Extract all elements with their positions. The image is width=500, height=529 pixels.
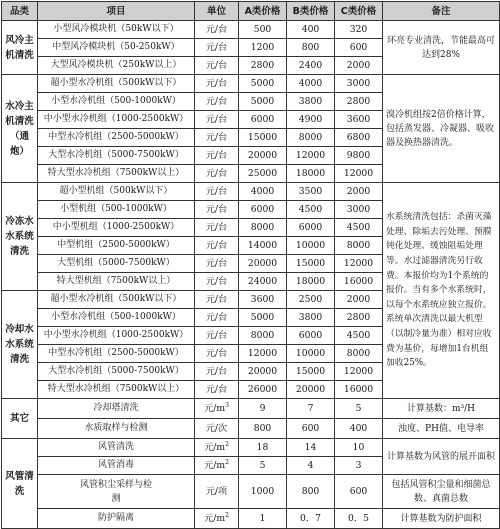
header-item: 项目 <box>38 2 195 21</box>
header-row <box>2 2 500 21</box>
price-c-cell: 3000 <box>335 201 383 219</box>
price-b-cell: 20000 <box>287 381 335 399</box>
item-cell: 风管积尘采样与检测 <box>38 475 195 509</box>
unit-cell: 元/台 <box>195 201 239 219</box>
price-a-cell: 5 <box>239 457 287 475</box>
unit-cell: 元/台 <box>195 273 239 291</box>
price-b-cell: 600 <box>287 419 335 439</box>
unit-cell: 元$/m^2$ <box>195 439 239 457</box>
price-b-cell: 4 <box>287 457 335 475</box>
price-b-cell: 6000 <box>287 219 335 237</box>
unit-cell: 元/台 <box>195 291 239 309</box>
item-cell: 中小型水冷机组（1000-2500kW） <box>38 111 195 129</box>
price-b-cell: 15000 <box>287 363 335 381</box>
price-b-cell: 8000 <box>287 129 335 147</box>
price-c-cell: 10 <box>335 439 383 457</box>
price-b-cell: 400 <box>287 21 335 39</box>
price-a-cell: 8000 <box>239 219 287 237</box>
price-a-cell: 2800 <box>239 57 287 75</box>
price-c-cell: 2000 <box>335 183 383 201</box>
price-a-cell: 5000 <box>239 309 287 327</box>
category-duct: 风管清洗 <box>2 439 38 529</box>
item-cell: 大型机组（5000-7500kW） <box>38 255 195 273</box>
item-cell: 风管消毒 <box>38 457 195 475</box>
unit-cell: 元/台 <box>195 147 239 165</box>
price-b-cell: 2500 <box>287 291 335 309</box>
note-water-system: 水系统清洗包括：杀菌灭藻处理、除垢去污处理、预膜钝化处理、缓蚀阻垢处理等。水过滤器清洗另行收费。本报价均为1个系统的报价。当有多个水系统时，以每个水系统应独立报价。系统单次清洗以最大机型（以制冷量为准）相对应收费为基价，每增加1台机组加收25%。 <box>383 183 500 399</box>
unit-cell: 元/台 <box>195 219 239 237</box>
unit-cell: 元$/m^2$ <box>195 457 239 475</box>
price-a-cell: 18 <box>239 439 287 457</box>
price-b-cell: 800 <box>287 39 335 57</box>
table-row <box>2 439 500 457</box>
price-b-cell: 6000 <box>287 327 335 345</box>
price-c-cell: 4500 <box>335 327 383 345</box>
unit-cell: 元/台 <box>195 21 239 39</box>
price-c-cell: 3000 <box>335 75 383 93</box>
price-c-cell: 16000 <box>335 273 383 291</box>
item-cell: 风管清洗 <box>38 439 195 457</box>
price-a-cell: 24000 <box>239 273 287 291</box>
item-cell: 大型风冷模块机（250kW以上） <box>38 57 195 75</box>
unit-cell: 元/台 <box>195 381 239 399</box>
category-cooling: 冷却水水系统清洗 <box>2 291 38 399</box>
price-a-cell: 25000 <box>239 165 287 183</box>
table-row <box>2 475 500 509</box>
item-cell: 中小型水冷机组（1000-2500kW） <box>38 327 195 345</box>
price-a-cell: 500 <box>239 21 287 39</box>
item-cell: 小型机组（500-1000kW） <box>38 201 195 219</box>
price-b-cell: 12000 <box>287 147 335 165</box>
item-cell: 小型水冷机组（500-1000kW） <box>38 93 195 111</box>
unit-cell: 元/台 <box>195 237 239 255</box>
price-a-cell: 6000 <box>239 111 287 129</box>
price-c-cell: 2000 <box>335 291 383 309</box>
item-cell: 中小型机组（1000-2500kW） <box>38 219 195 237</box>
price-c-cell: 600 <box>335 39 383 57</box>
price-b-cell: 2400 <box>287 57 335 75</box>
item-cell: 冷却塔清洗 <box>38 399 195 419</box>
unit-cell: 元/台 <box>195 129 239 147</box>
item-cell: 小型风冷模块机（50kW以下） <box>38 21 195 39</box>
price-c-cell: 6800 <box>335 129 383 147</box>
item-cell: 中型机组（2500-5000kW） <box>38 237 195 255</box>
price-b-cell: 10000 <box>287 345 335 363</box>
note-duct-area: 计算基数为风管的展开面积 <box>383 439 500 475</box>
price-a-cell: 1 <box>239 509 287 529</box>
price-c-cell: 2000 <box>335 57 383 75</box>
price-b-cell: 7 <box>287 399 335 419</box>
category-other: 其它 <box>2 399 38 439</box>
price-c-cell: 12000 <box>335 165 383 183</box>
note-wind: 环亮专业清洗，节能最高可达到28% <box>383 21 500 75</box>
price-a-cell: 20000 <box>239 147 287 165</box>
unit-cell: 元/台 <box>195 309 239 327</box>
item-cell: 小型水冷机组（500-1000kW） <box>38 309 195 327</box>
price-b-cell: 3500 <box>287 183 335 201</box>
price-table <box>1 1 500 529</box>
item-cell: 中型水冷机组（2500-5000kW） <box>38 129 195 147</box>
price-a-cell: 12000 <box>239 345 287 363</box>
unit-cell: 元/台 <box>195 345 239 363</box>
unit-cell: 元$/m^3$ <box>195 399 239 419</box>
table-row <box>2 399 500 419</box>
price-b-cell: 3800 <box>287 309 335 327</box>
price-b-cell: 0．7 <box>287 509 335 529</box>
price-c-cell: 2800 <box>335 309 383 327</box>
price-c-cell: 12000 <box>335 363 383 381</box>
price-a-cell: 5000 <box>239 93 287 111</box>
item-cell: 特大型水冷机组（7500kW以上） <box>38 165 195 183</box>
price-c-cell: 3 <box>335 457 383 475</box>
unit-cell: 元/项 <box>195 475 239 509</box>
unit-cell: 元/台 <box>195 39 239 57</box>
unit-cell: 元/次 <box>195 419 239 439</box>
price-c-cell: 3600 <box>335 111 383 129</box>
table-row <box>2 183 500 201</box>
header-remarks: 备注 <box>383 2 500 21</box>
unit-cell: 元/台 <box>195 255 239 273</box>
price-c-cell: 4500 <box>335 219 383 237</box>
item-cell: 中型水冷机组（2500-5000kW） <box>38 345 195 363</box>
price-c-cell: 600 <box>335 475 383 509</box>
price-b-cell: 15000 <box>287 255 335 273</box>
price-b-cell: 3800 <box>287 93 335 111</box>
price-a-cell: 800 <box>239 419 287 439</box>
header-price-a: A类价格 <box>239 2 287 21</box>
price-c-cell: 8000 <box>335 237 383 255</box>
table-row <box>2 21 500 39</box>
price-b-cell: 4500 <box>287 201 335 219</box>
price-b-cell: 4000 <box>287 75 335 93</box>
price-a-cell: 9 <box>239 399 287 419</box>
header-category: 品类 <box>2 2 38 21</box>
price-c-cell: 12000 <box>335 255 383 273</box>
price-a-cell: 15000 <box>239 129 287 147</box>
unit-cell: 元/台 <box>195 57 239 75</box>
price-a-cell: 3600 <box>239 291 287 309</box>
price-b-cell: 800 <box>287 475 335 509</box>
price-a-cell: 14000 <box>239 237 287 255</box>
unit-cell: 元$/m^2$ <box>195 509 239 529</box>
item-cell: 大型水冷机组（5000-7500kW） <box>38 363 195 381</box>
price-a-cell: 20000 <box>239 255 287 273</box>
price-a-cell: 1200 <box>239 39 287 57</box>
item-cell: 水质取样与检测 <box>38 419 195 439</box>
price-c-cell: 16000 <box>335 381 383 399</box>
unit-cell: 元/台 <box>195 183 239 201</box>
price-a-cell: 6000 <box>239 201 287 219</box>
unit-cell: 元/台 <box>195 93 239 111</box>
item-cell: 超小型水冷机组（500kW以下） <box>38 291 195 309</box>
price-a-cell: 26000 <box>239 381 287 399</box>
unit-cell: 元/台 <box>195 363 239 381</box>
price-a-cell: 5000 <box>239 75 287 93</box>
price-c-cell: 8000 <box>335 345 383 363</box>
item-cell: 特大型机组（7500kW以上） <box>38 273 195 291</box>
price-c-cell: 0．5 <box>335 509 383 529</box>
price-c-cell: 2800 <box>335 93 383 111</box>
price-b-cell: 18000 <box>287 165 335 183</box>
note-protection: 计算基数为防护面积 <box>383 509 500 529</box>
category-wind: 风冷主机清洗 <box>2 21 38 75</box>
table-row <box>2 509 500 529</box>
price-b-cell: 18000 <box>287 273 335 291</box>
unit-cell: 元/台 <box>195 75 239 93</box>
note-water: 溴冷机组按2倍价格计算，包括蒸发器、冷凝器、吸收器及换热器清洗。 <box>383 75 500 183</box>
category-water: 水冷主机清洗（通炮） <box>2 75 38 183</box>
price-b-cell: 4900 <box>287 111 335 129</box>
price-c-cell: 400 <box>335 419 383 439</box>
unit-cell: 元/台 <box>195 111 239 129</box>
price-a-cell: 1000 <box>239 475 287 509</box>
price-b-cell: 14 <box>287 439 335 457</box>
header-price-b: B类价格 <box>287 2 335 21</box>
note-cooling-tower: 计算基数：m³/H <box>383 399 500 419</box>
price-a-cell: 20000 <box>239 363 287 381</box>
price-c-cell: 5 <box>335 399 383 419</box>
item-cell: 超小型机组（500kW以下） <box>38 183 195 201</box>
price-c-cell: 320 <box>335 21 383 39</box>
category-frozen: 冷冻水水系统清洗 <box>2 183 38 291</box>
price-a-cell: 4000 <box>239 183 287 201</box>
unit-cell: 元/台 <box>195 165 239 183</box>
header-price-c: C类价格 <box>335 2 383 21</box>
header-unit: 单位 <box>195 2 239 21</box>
table-row <box>2 75 500 93</box>
price-b-cell: 10000 <box>287 237 335 255</box>
item-cell: 大型水冷机组（5000-7500kW） <box>38 147 195 165</box>
item-cell: 超小型水冷机组（500kW以下） <box>38 75 195 93</box>
item-cell: 特大型水冷机组（7500kW以上） <box>38 381 195 399</box>
table-row <box>2 419 500 439</box>
note-water-test: 浊度、PH值、电导率 <box>383 419 500 439</box>
item-cell: 防护隔离 <box>38 509 195 529</box>
price-c-cell: 9800 <box>335 147 383 165</box>
item-cell: 中型风冷模块机（50-250kW） <box>38 39 195 57</box>
note-duct-test: 包括风管积尘量和细菌总数、真菌总数 <box>383 475 500 509</box>
price-a-cell: 8000 <box>239 327 287 345</box>
unit-cell: 元/台 <box>195 327 239 345</box>
